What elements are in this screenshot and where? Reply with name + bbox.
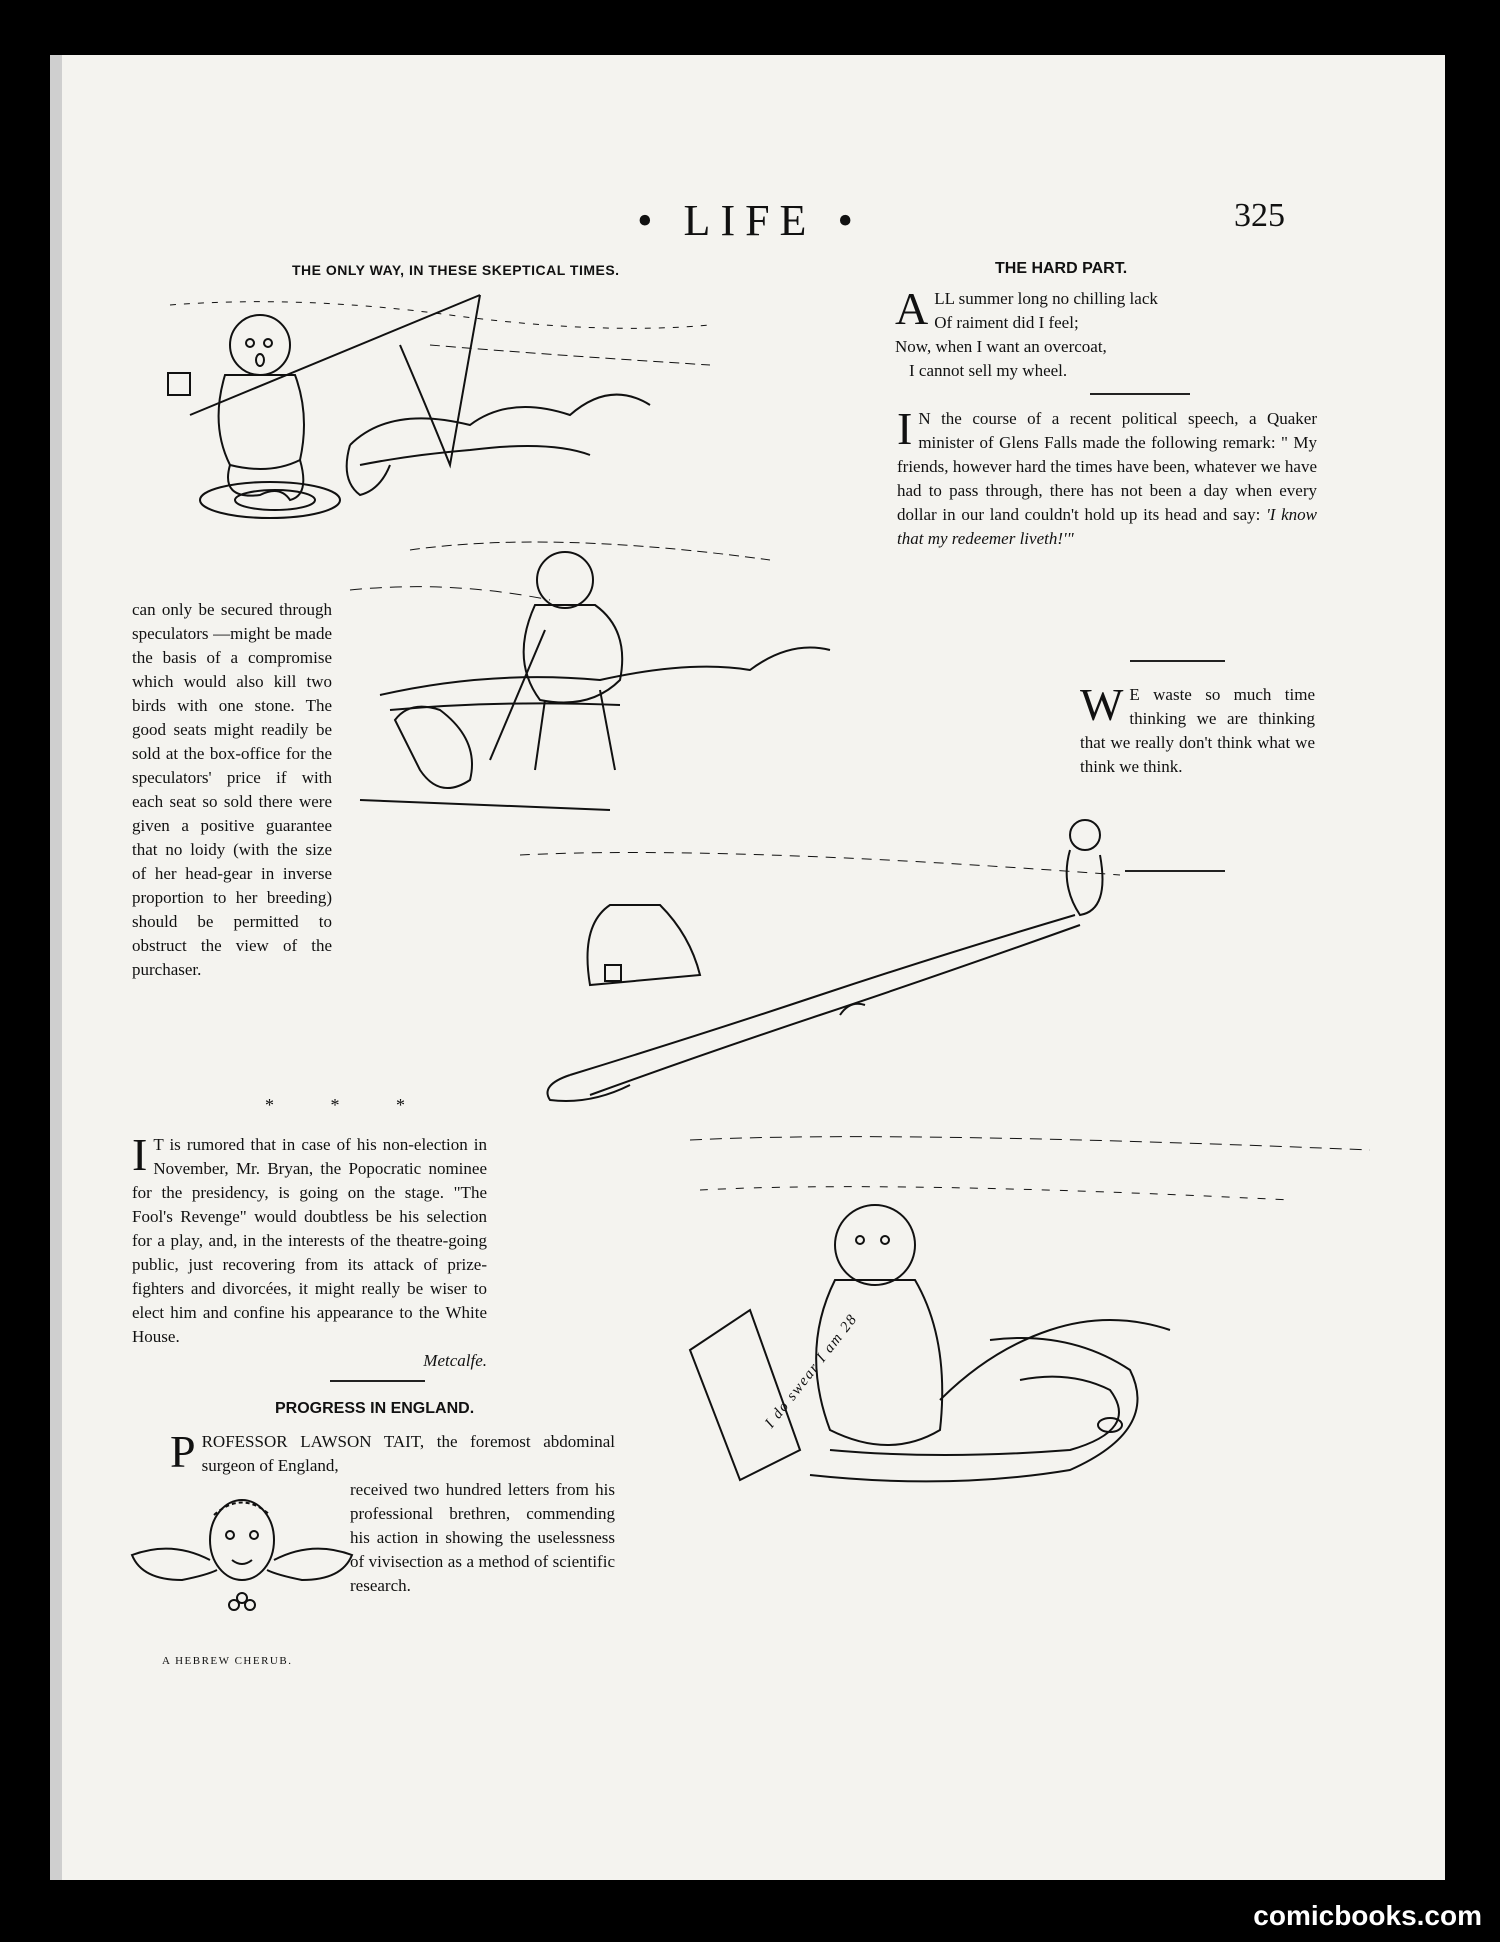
- waste-dropcap: W: [1080, 679, 1124, 730]
- watermark-logo: comicbooks.com: [1253, 1900, 1482, 1931]
- bryan-paragraph: [132, 1129, 487, 1373]
- quaker-quote: " My friends, however hard the times have been, whatever we have had to pass through, there has not been a day when every dollar in our land couldn't hold up its head and say:: [897, 433, 1318, 524]
- bryan-signature: Metcalfe.: [423, 1351, 487, 1370]
- progress-title: PROGRESS IN ENGLAND.: [275, 1400, 475, 1417]
- waste-paragraph: [1080, 679, 1315, 779]
- cherub-caption: A HEBREW CHERUB.: [162, 1655, 293, 1667]
- quaker-quote-italic: 'I know that my redeemer liveth!'": [897, 505, 1318, 548]
- illustration-panel-3: [520, 815, 1140, 1115]
- illustration-panel-4: [690, 1130, 1410, 1530]
- progress-body: received two hundred letters from his professional brethren, commending his action in showing the uselessness of vivisection as a method of scientific research.: [350, 1480, 615, 1595]
- illustration-panel-1: [150, 285, 730, 545]
- divider-rule: [1090, 393, 1190, 395]
- quaker-text: N the course of a recent political speech, a Quaker minister of Glens Falls made the following remark:: [918, 409, 1317, 452]
- illustration-panel-2: [350, 510, 890, 830]
- speculators-paragraph-top: [132, 598, 332, 982]
- bryan-text: T is rumored that in case of his non-election in November, Mr. Bryan, the Popocratic nominee for the presidency, is going on the stage. "The Fool's Revenge" would doubtless be his selection for a play, and, in the interests of the theatre-going public, just recovering from its attack of prize-fighters and divorcées, it might really be wiser to elect him and confine his appearance to the White House.: [132, 1135, 487, 1346]
- progress-lead: [170, 1426, 615, 1478]
- waste-text: E waste so much time thinking we are thinking that we really don't think what we think we think.: [1080, 685, 1315, 776]
- poem-line-2: Of raiment did I feel;: [934, 313, 1079, 332]
- hard-part-title: THE HARD PART.: [995, 260, 1128, 277]
- quaker-paragraph: [897, 403, 1318, 551]
- letter-scrawl: I do swear I am 28: [762, 1311, 861, 1432]
- divider-rule: [330, 1380, 425, 1382]
- progress-dropcap: P: [170, 1426, 196, 1477]
- bryan-dropcap: I: [132, 1129, 148, 1180]
- progress-lead-text: ROFESSOR LAWSON TAIT, the foremost abdominal surgeon of England,: [201, 1432, 615, 1475]
- poem-line-1: LL summer long no chilling lack: [934, 289, 1158, 308]
- quaker-dropcap: I: [897, 403, 913, 454]
- page-number: 325: [1234, 197, 1285, 234]
- illustration-caption: THE ONLY WAY, IN THESE SKEPTICAL TIMES.: [292, 262, 620, 278]
- divider-rule: [1130, 660, 1225, 662]
- speculators-paragraph: can only be secured through speculators —might be made the basis of a compromise which would also kill two birds with one stone. The good seats might readily be sold at the box-office for the speculators' price if with each seat so sold there were given a positive guarantee that no loidy (with the size of her head-gear in inverse proportion to her breeding) should be permitted to obstruct the view of the purchaser.: [132, 600, 332, 979]
- poem-line-4: I cannot sell my wheel.: [909, 361, 1068, 380]
- poem-line-3: Now, when I want an overcoat,: [895, 337, 1107, 356]
- section-asterisks: * * *: [265, 1095, 431, 1115]
- hard-part-dropcap: A: [895, 283, 929, 334]
- magazine-title: • LIFE •: [637, 196, 863, 245]
- divider-rule: [1125, 870, 1225, 872]
- magazine-page: [50, 55, 1445, 1880]
- hard-part-poem: [895, 283, 1315, 383]
- cherub-illustration: [122, 1480, 362, 1630]
